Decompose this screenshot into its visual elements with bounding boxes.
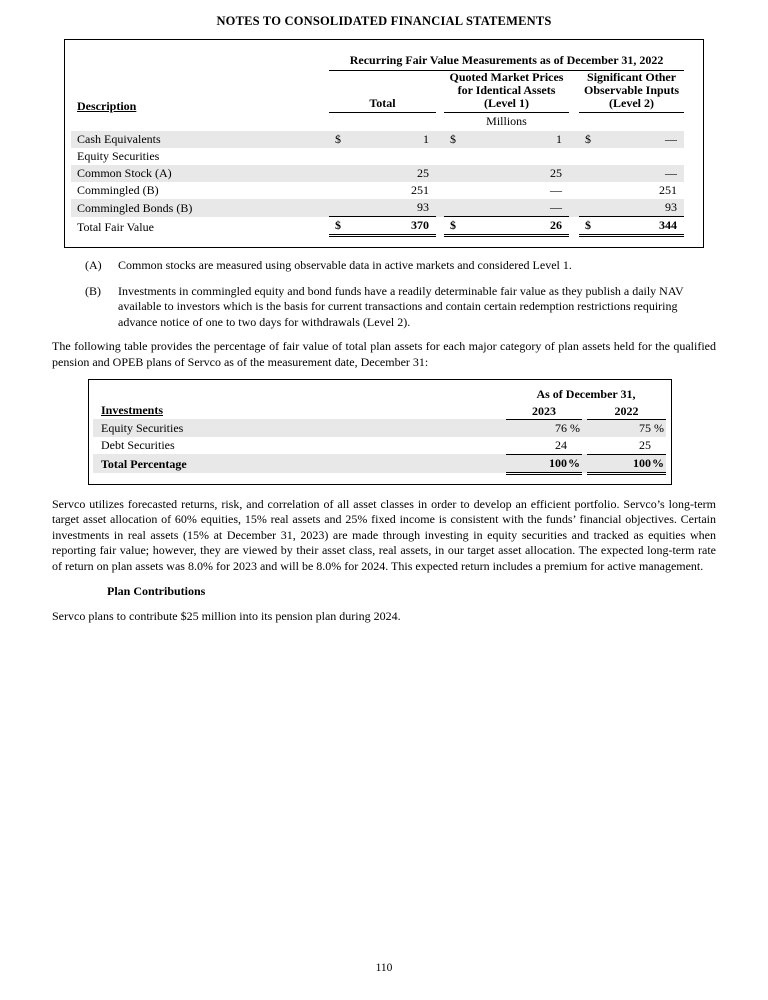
table2-year2-header: 2022: [587, 402, 666, 419]
table2-spanner: As of December 31,: [536, 387, 636, 401]
table1-total-header: Total: [329, 71, 436, 113]
table2-year1-header: 2023: [506, 402, 582, 419]
table2-total-row: Total Percentage 100% 100%: [93, 454, 666, 473]
table-row: Commingled (B) 251 — 251: [77, 183, 678, 197]
intro-paragraph: The following table provides the percentage of fair value of total plan assets for each major category of plan assets held for the qualified pension and OPEB plans of Servco as of the measurement date, December 31:: [52, 339, 716, 369]
footnote-b-text: Investments in commingled equity and bond funds have a readily determinable fair value as they publish a daily NAV available to investors which is the basis for current transactions and contain certain redemption restrictions requiring advance notice of one to two days for withdrawals (Level 2).: [118, 283, 684, 329]
allocation-paragraph: Servco utilizes forecasted returns, risk, and correlation of all asset classes in order to develop an efficient portfolio. Servco’s long-term target asset allocation of 60% equities, 15% real assets and 25% fixed income is consistent with the funds’ financial objectives. Certain investments in real assets (15% at December 31, 2023) are made through investing in equity securities and tracked as equities when reporting fair value; however, they are viewed by their asset class, real assets, in our target asset allocation. The expected long-term rate of return on plan assets was 8.0% for 2023 and will be 8.0% for 2024. This expected return includes a premium for active management.: [52, 496, 716, 573]
table1-units-label: Millions: [486, 114, 527, 128]
page-title: NOTES TO CONSOLIDATED FINANCIAL STATEMENTS: [216, 14, 552, 28]
table-row: Commingled Bonds (B) 93 — 93: [71, 199, 684, 217]
table-row: Debt Securities 24 25: [101, 437, 651, 452]
table-row: Cash Equivalents $ 1 $ 1 $ —: [71, 131, 684, 148]
table1-units-row: [71, 113, 684, 132]
footnote-b-label: (B): [85, 283, 101, 298]
page-number: 110: [375, 962, 393, 974]
table2-investments-header: Investments: [101, 403, 163, 417]
investments-table-box: [88, 379, 672, 485]
table-row: Equity Securities 76 % 75 %: [93, 419, 666, 437]
table-row: Equity Securities: [77, 149, 160, 163]
footnote-a-label: (A): [85, 258, 102, 272]
table1-level1-header: Quoted Market Prices for Identical Assets (Level 1): [444, 71, 569, 113]
fair-value-table-box: [64, 39, 704, 248]
table-row: Common Stock (A) 25 25 —: [71, 165, 684, 182]
table1-total-row: Total Fair Value $ 370 $ 26 $ 344: [71, 217, 684, 236]
table1-description-header: Description: [77, 98, 137, 113]
table2-header-row: [93, 402, 666, 419]
table1-header-row: [71, 71, 684, 113]
footnote-b: [85, 284, 716, 331]
investments-table: [93, 388, 666, 475]
footnote-a: [85, 258, 716, 274]
table2-spanner-row: [93, 388, 666, 402]
table1-spanner: Recurring Fair Value Measurements as of December 31, 2022: [329, 54, 684, 71]
table1-level2-header: Significant Other Observable Inputs (Level 2): [579, 71, 684, 113]
footnote-a-text: Common stocks are measured using observable data in active markets and considered Level 1.: [118, 258, 572, 272]
table1-spanner-row: [71, 54, 684, 71]
fair-value-table: [71, 54, 684, 237]
contributions-paragraph: Servco plans to contribute $25 million into its pension plan during 2024.: [52, 608, 401, 623]
plan-contributions-heading: Plan Contributions: [107, 584, 206, 598]
